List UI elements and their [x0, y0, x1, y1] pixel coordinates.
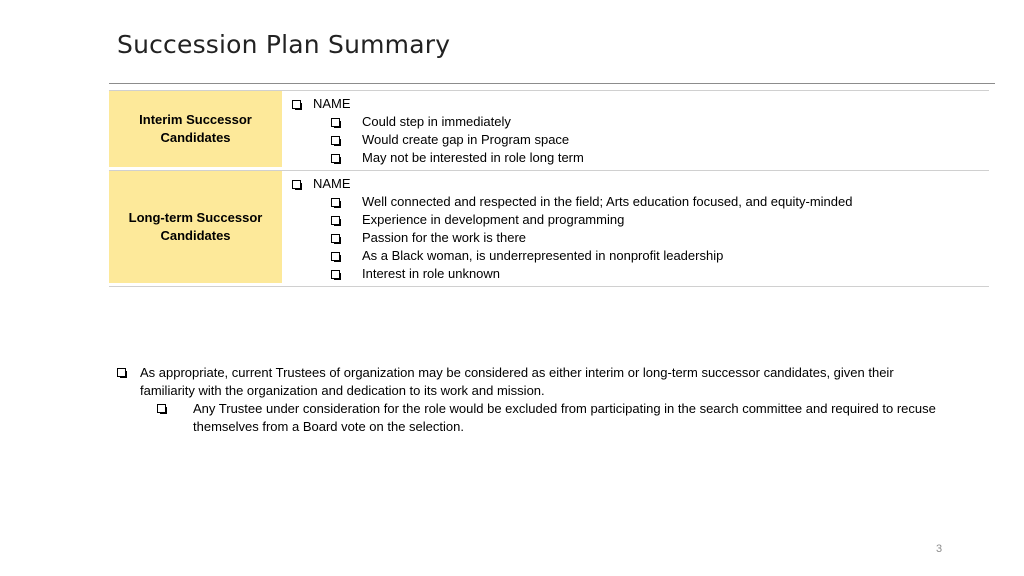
checkbox-bullet-icon [292, 100, 301, 109]
list-item [284, 229, 989, 247]
checkbox-bullet-icon [331, 198, 340, 207]
checkbox-bullet-icon [331, 216, 340, 225]
candidate-point: May not be interested in role long term [362, 150, 584, 165]
candidate-point: Would create gap in Program space [362, 132, 570, 147]
trustee-notes [117, 364, 947, 436]
checkbox-bullet-icon [331, 252, 340, 261]
list-item [284, 247, 989, 265]
checkbox-bullet-icon [331, 234, 340, 243]
row-content-interim [284, 91, 989, 170]
succession-table [109, 90, 989, 287]
page-title: Succession Plan Summary [117, 30, 451, 59]
list-item [117, 400, 947, 436]
row-label-interim [109, 91, 282, 169]
row-label-line: Interim Successor [139, 112, 252, 127]
list-item [284, 149, 989, 167]
row-content-long-term [284, 171, 989, 286]
table-row-long-term [109, 171, 989, 287]
checkbox-bullet-icon [331, 154, 340, 163]
page-number: 3 [936, 543, 943, 555]
checkbox-bullet-icon [331, 118, 340, 127]
row-label-long-term [109, 171, 282, 285]
candidate-name: NAME [313, 176, 351, 191]
row-label-line: Long-term Successor [128, 210, 263, 225]
checkbox-bullet-icon [157, 404, 166, 413]
list-item [284, 113, 989, 131]
row-label-line: Candidates [160, 130, 231, 145]
list-item [284, 95, 989, 113]
candidate-point: Well connected and respected in the field; Arts education focused, and equity-minded [362, 194, 853, 209]
title-divider [109, 83, 995, 84]
candidate-name: NAME [313, 96, 351, 111]
candidate-point: Interest in role unknown [362, 266, 501, 281]
list-item [284, 265, 989, 283]
candidate-point: Could step in immediately [362, 114, 511, 129]
checkbox-bullet-icon [331, 270, 340, 279]
list-item [284, 193, 989, 211]
checkbox-bullet-icon [117, 368, 126, 377]
checkbox-bullet-icon [292, 180, 301, 189]
candidate-point: Passion for the work is there [362, 230, 527, 245]
checkbox-bullet-icon [331, 136, 340, 145]
candidate-point: As a Black woman, is underrepresented in nonprofit leadership [362, 248, 724, 263]
note-sub-text: Any Trustee under consideration for the role would be excluded from participating in the search committee and required to recuse themselves from a Board vote on the selection. [193, 401, 936, 434]
list-item [117, 364, 947, 400]
list-item [284, 211, 989, 229]
list-item [284, 131, 989, 149]
candidate-point: Experience in development and programming [362, 212, 625, 227]
row-label-line: Candidates [160, 228, 231, 243]
list-item [284, 175, 989, 193]
note-main-text: As appropriate, current Trustees of organization may be considered as either interim or long-term successor candidates, given their familiarity with the organization and dedication to its work and mission. [140, 365, 894, 398]
table-row-interim [109, 90, 989, 171]
